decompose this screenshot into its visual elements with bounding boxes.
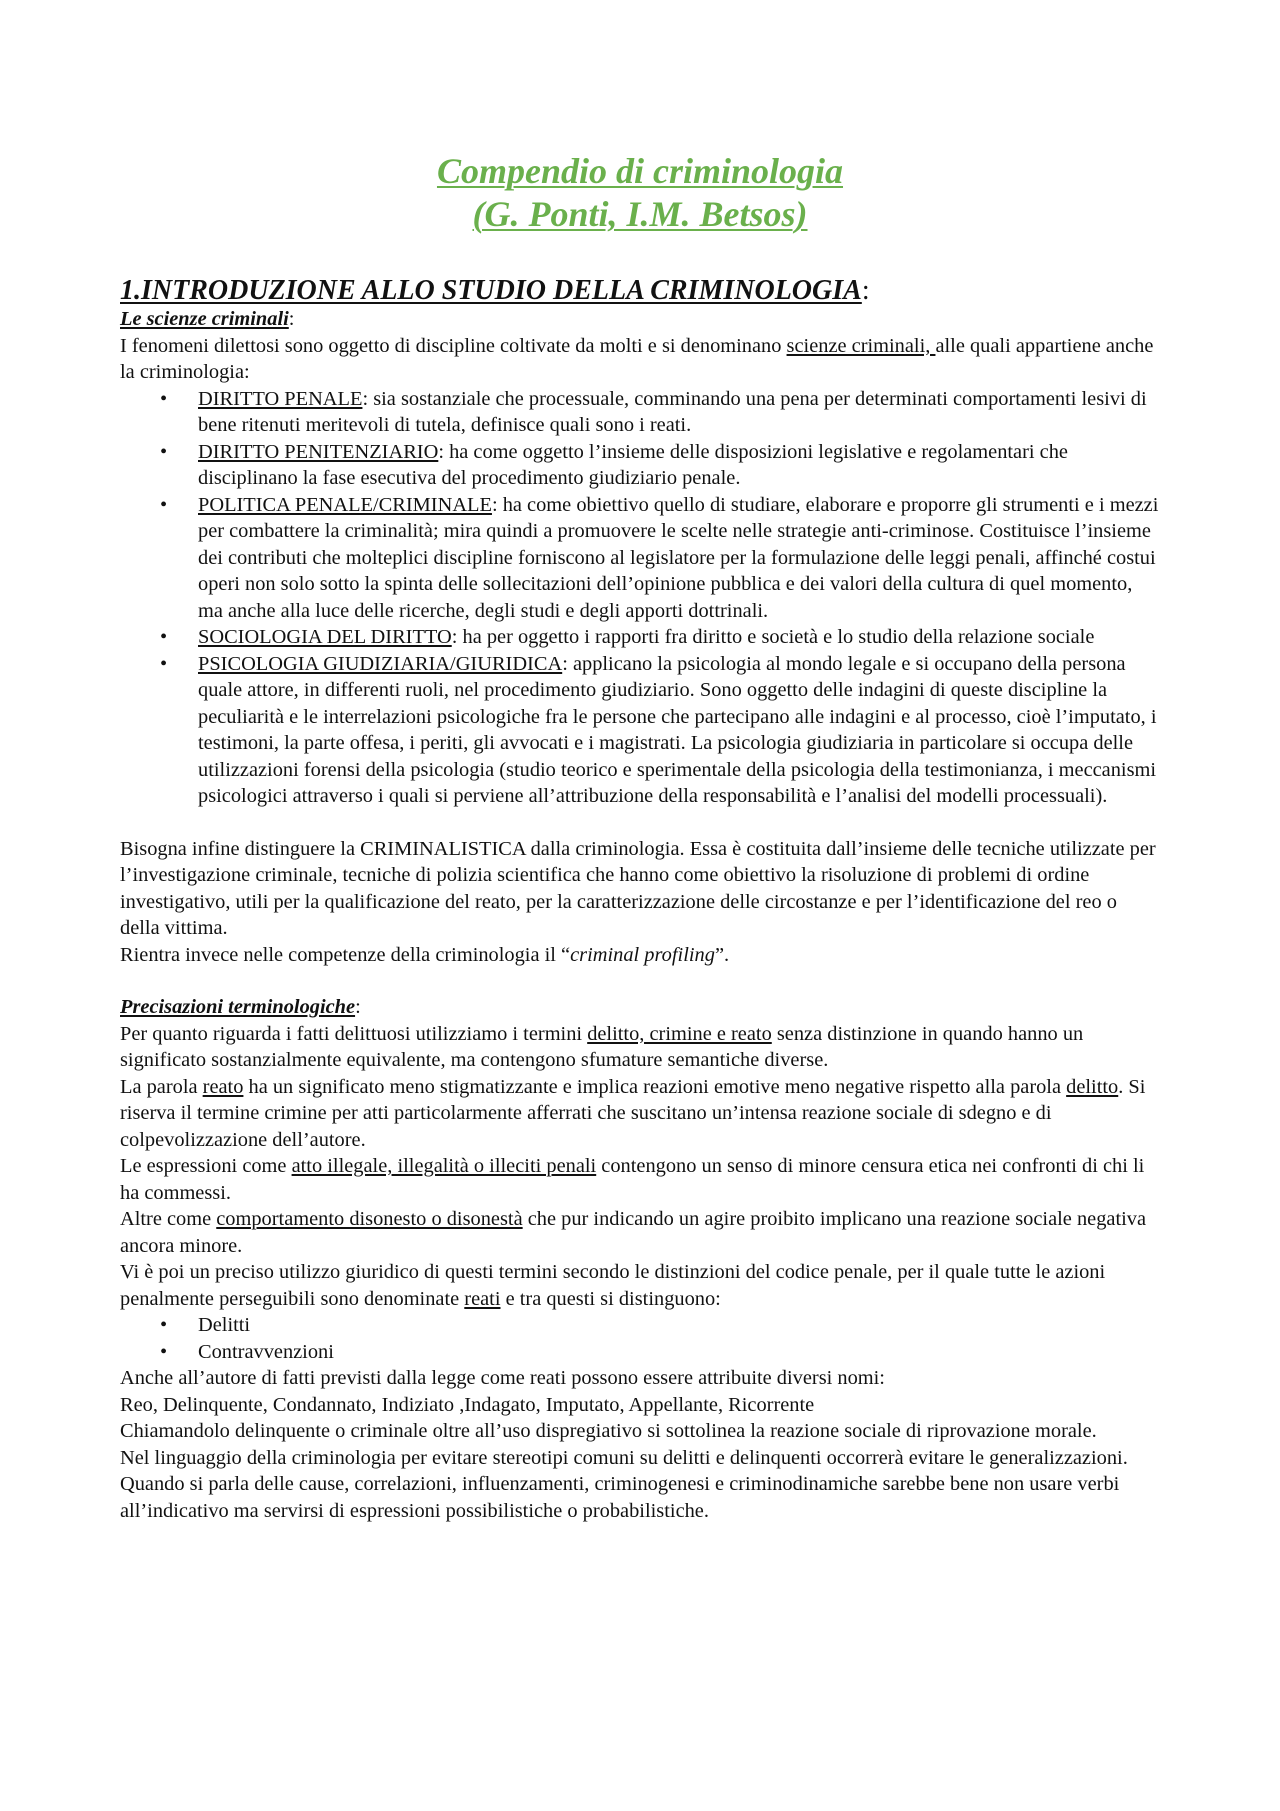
paragraph <box>120 1074 1160 1154</box>
subheading-text: Precisazioni terminologiche <box>120 996 356 1018</box>
text-run: che pur indicando un agire proibito implicano una reazione sociale negativa ancora minore. <box>120 1208 1147 1257</box>
list-item <box>120 492 1160 625</box>
section-heading-colon: : <box>861 275 870 306</box>
section-heading <box>120 276 1160 306</box>
paragraph-profiling <box>120 942 1160 969</box>
text-run: ”. <box>714 943 730 966</box>
bullet-icon: • <box>160 1314 168 1336</box>
list-item <box>120 1339 1160 1366</box>
subheading-precisazioni <box>120 994 1160 1021</box>
spacer <box>120 968 1160 994</box>
list-item <box>120 1312 1160 1339</box>
text-run: . Si riserva il termine crimine per atti particolarmente afferrati che suscitano un’intensa reazione sociale di sdegno e di colpevolizzazione dell’autore. <box>120 1075 1146 1151</box>
text-run: senza distinzione in quando hanno un significato sostanzialmente equivalente, ma contengono sfumature semantiche diverse. <box>120 1022 1084 1071</box>
italic-term: criminal profiling <box>570 943 715 966</box>
bullet-icon: • <box>160 626 168 648</box>
text-run: ha un significato meno stigmatizzante e implica reazioni emotive meno negative rispetto alla parola <box>243 1075 1067 1098</box>
underlined-term: comportamento disonesto o disonestà <box>216 1208 523 1230</box>
text-run: e tra questi si distinguono: <box>500 1287 721 1310</box>
document-page <box>120 150 1160 1524</box>
text-run: contengono un senso di minore censura etica nei confronti di chi li ha commessi. <box>120 1155 1145 1204</box>
list-item-text: : ha come obiettivo quello di studiare, elaborare e proporre gli strumenti e i mezzi per combattere la criminalità; mira quindi a promuovere le scelte nelle strategie anti-criminose. Costituisce l’insieme dei contributi che molteplici discipline forniscono al legislatore per la formulazione delle leggi penali, affinché costui operi non solo sotto la spinta delle sollecitazioni dell’opinione pubblica e dei valori della cultura di quel momento, ma anche alla luce delle ricerche, degli studi e degli apporti dottrinali. <box>198 493 1159 622</box>
document-title <box>120 150 1160 236</box>
title-line-2: (G. Ponti, I.M. Betsos) <box>472 194 808 234</box>
list-item-term: PSICOLOGIA GIUDIZIARIA/GIURIDICA <box>198 652 563 675</box>
list-item-term: DIRITTO PENALE <box>198 387 363 410</box>
paragraph: Reo, Delinquente, Condannato, Indiziato ,Indagato, Imputato, Appellante, Ricorrente <box>120 1393 815 1416</box>
text-run: I fenomeni dilettosi sono oggetto di discipline coltivate da molti e si denominano <box>120 334 787 357</box>
bullet-icon: • <box>160 387 168 410</box>
text-run: Vi è poi un preciso utilizzo giuridico di questi termini secondo le distinzioni del codice penale, per il quale tutte le azioni penalmente perseguibili sono denominate <box>120 1261 1106 1310</box>
subheading-text: Le scienze criminali <box>120 308 289 330</box>
list-item <box>120 439 1160 492</box>
bullet-icon: • <box>160 652 168 675</box>
list-item-text: Contravvenzioni <box>198 1340 334 1363</box>
paragraph <box>120 1153 1160 1206</box>
offence-types-list <box>120 1312 1160 1365</box>
list-item <box>120 386 1160 439</box>
section-heading-text: 1.INTRODUZIONE ALLO STUDIO DELLA CRIMINOLOGIA <box>120 275 862 306</box>
text-run: Le espressioni come <box>120 1155 292 1177</box>
spacer <box>120 810 1160 836</box>
list-item-text: : sia sostanziale che processuale, comminando una pena per determinati comportamenti lesivi di bene ritenuti meritevoli di tutela, definisce quali sono i reati. <box>198 387 1147 436</box>
underlined-term: reato <box>202 1075 244 1098</box>
bullet-icon: • <box>160 440 168 463</box>
list-item-text: : ha per oggetto i rapporti fra diritto e società e lo studio della relazione sociale <box>451 626 1095 648</box>
text-run: La parola <box>120 1075 203 1098</box>
paragraph <box>120 1021 1160 1074</box>
bullet-icon: • <box>160 1340 168 1363</box>
list-item <box>120 624 1160 651</box>
paragraph: Nel linguaggio della criminologia per evitare stereotipi comuni su delitti e delinquenti occorrerà evitare le generalizzazioni. <box>120 1446 1128 1469</box>
list-item-text: : ha come oggetto l’insieme delle disposizioni legislative e regolamentari che disciplinano la fase esecutiva del procedimento giudiziario penale. <box>198 440 1068 489</box>
text-run: alle quali appartiene anche la criminologia: <box>120 334 1154 383</box>
underlined-term: delitto <box>1066 1075 1119 1098</box>
list-item <box>120 651 1160 810</box>
list-item-term: SOCIOLOGIA DEL DIRITTO <box>198 626 452 648</box>
paragraph <box>120 1259 1160 1312</box>
paragraph: Quando si parla delle cause, correlazioni, influenzamenti, criminogenesi e criminodinamiche sarebbe bene non usare verbi all’indicativo ma servirsi di espressioni possibilistiche o probabilistiche. <box>120 1473 1120 1522</box>
text-run: Rientra invece nelle competenze della criminologia il “ <box>120 943 571 966</box>
bullet-icon: • <box>160 493 168 516</box>
text-run: Per quanto riguarda i fatti delittuosi utilizziamo i termini <box>120 1022 588 1045</box>
title-line-1: Compendio di criminologia <box>436 151 844 191</box>
subheading-colon: : <box>355 996 361 1018</box>
list-item-term: POLITICA PENALE/CRIMINALE <box>198 493 492 516</box>
underlined-term: delitto, crimine e reato <box>587 1022 772 1045</box>
underlined-term: reati <box>464 1287 501 1310</box>
list-item-text: : applicano la psicologia al mondo legale e si occupano della persona quale attore, in differenti ruoli, nel procedimento giudiziario. Sono oggetto delle indagini di queste discipline la peculiarità e le interrelazioni psicologiche fra le persone che partecipano alle indagini e al processo, cioè l’imputato, i testimoni, la parte offesa, i periti, gli avvocati e i magistrati. La psicologia giudiziaria in particolare si occupa delle utilizzazioni forensi della psicologia (studio teorico e sperimentale della psicologia della testimonianza, i meccanismi psicologici attraverso i quali si perviene all’attribuzione della responsabilità e l’analisi del modelli processuali). <box>198 652 1157 807</box>
paragraph: Chiamandolo delinquente o criminale oltre all’uso dispregiativo si sottolinea la reazione sociale di riprovazione morale. <box>120 1420 1097 1442</box>
subheading-colon: : <box>288 308 295 330</box>
paragraph-intro <box>120 333 1160 386</box>
paragraph: Anche all’autore di fatti previsti dalla legge come reati possono essere attribuite diversi nomi: <box>120 1367 885 1389</box>
paragraph <box>120 1206 1160 1259</box>
paragraph-criminalistica: Bisogna infine distinguere la CRIMINALISTICA dalla criminologia. Essa è costituita dall’insieme delle tecniche utilizzate per l’investigazione criminale, tecniche di polizia scientifica che hanno come obiettivo la risoluzione di problemi di ordine investigativo, utili per la qualificazione del reato, per la caratterizzazione delle circostanze e per l’identificazione del reo o della vittima. <box>120 837 1156 939</box>
subheading-scienze-criminali <box>120 306 1160 333</box>
list-item-text: Delitti <box>198 1314 251 1336</box>
list-item-term: DIRITTO PENITENZIARIO <box>198 440 439 463</box>
text-run: Altre come <box>120 1208 217 1230</box>
underlined-term: atto illegale, illegalità o illeciti penali <box>291 1155 597 1177</box>
underlined-term: scienze criminali, <box>786 334 936 357</box>
disciplines-list <box>120 386 1160 810</box>
